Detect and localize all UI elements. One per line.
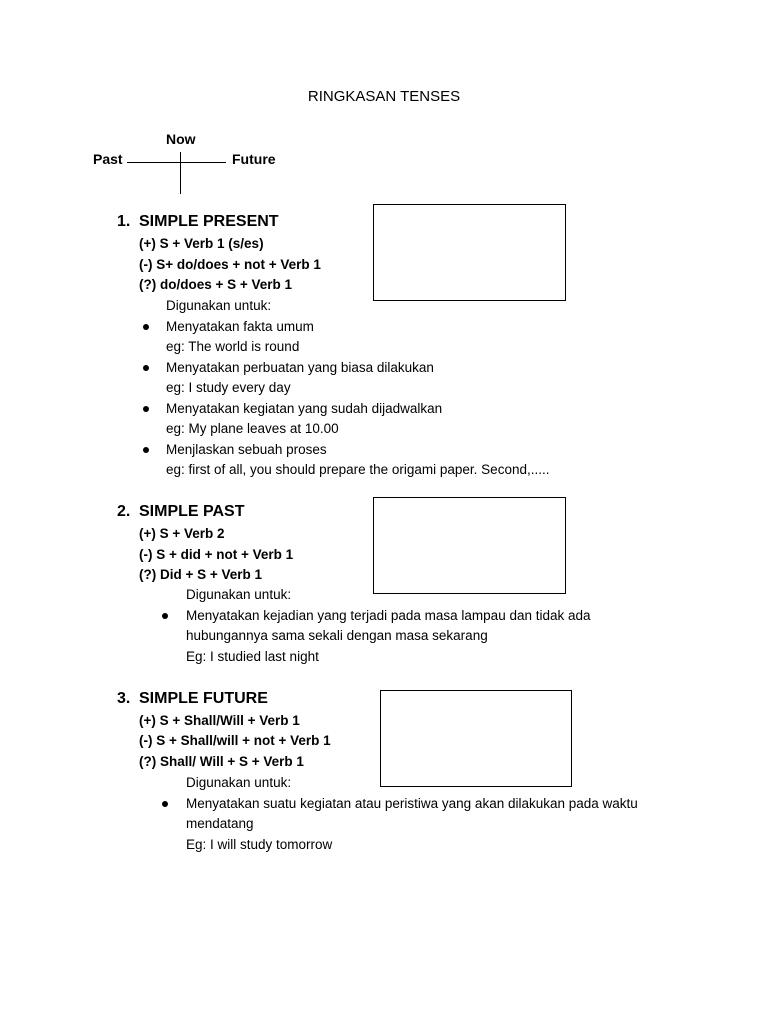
timeline-future-label: Future (232, 151, 276, 167)
timeline-axis (127, 162, 226, 163)
illustration-box (380, 690, 572, 787)
bullet-icon (162, 801, 168, 807)
formula-negative: (-) S+ do/does + not + Verb 1 (139, 257, 321, 272)
page-title: RINGKASAN TENSES (307, 88, 461, 105)
usage-label: Digunakan untuk: (186, 587, 292, 602)
formula-positive: (+) S + Verb 1 (s/es) (139, 236, 264, 251)
bullet-example: Eg: I studied last night (186, 649, 319, 664)
bullet-icon (143, 406, 149, 412)
bullet-text: Menyatakan kegiatan yang sudah dijadwalkan (166, 401, 443, 416)
bullet-icon (143, 324, 149, 330)
bullet-example: eg: first of all, you should prepare the origami paper. Second,..... (166, 462, 550, 477)
illustration-box (373, 497, 566, 594)
section-title: SIMPLE PAST (139, 503, 245, 520)
timeline-now-label: Now (166, 131, 196, 147)
section-number: 3. (117, 690, 131, 707)
formula-negative: (-) S + Shall/will + not + Verb 1 (139, 733, 331, 748)
bullet-icon (143, 365, 149, 371)
section-number: 1. (117, 213, 131, 230)
bullet-icon (143, 447, 149, 453)
bullet-example: Eg: I will study tomorrow (186, 837, 333, 852)
usage-label: Digunakan untuk: (186, 775, 292, 790)
bullet-text: Menyatakan kejadian yang terjadi pada masa lampau dan tidak ada hubungannya sama sekali dengan masa sekarang (186, 608, 591, 643)
formula-positive: (+) S + Shall/Will + Verb 1 (139, 713, 300, 728)
bullet-text: Menyatakan perbuatan yang biasa dilakukan (166, 360, 434, 375)
formula-positive: (+) S + Verb 2 (139, 526, 225, 541)
bullet-example: eg: I study every day (166, 380, 291, 395)
bullet-example: eg: My plane leaves at 10.00 (166, 421, 339, 436)
bullet-text: Menyatakan fakta umum (166, 319, 314, 334)
section-title: SIMPLE FUTURE (139, 690, 268, 707)
bullet-text: Menjlaskan sebuah proses (166, 442, 327, 457)
formula-negative: (-) S + did + not + Verb 1 (139, 547, 294, 562)
formula-question: (?) Did + S + Verb 1 (139, 567, 263, 582)
timeline-past-label: Past (93, 151, 123, 167)
section-number: 2. (117, 503, 131, 520)
usage-label: Digunakan untuk: (166, 298, 272, 313)
bullet-icon (162, 613, 168, 619)
formula-question: (?) do/does + S + Verb 1 (139, 277, 293, 292)
bullet-example: eg: The world is round (166, 339, 300, 354)
timeline-now-marker (180, 152, 181, 194)
illustration-box (373, 204, 566, 301)
section-title: SIMPLE PRESENT (139, 213, 279, 230)
bullet-text: Menyatakan suatu kegiatan atau peristiwa yang akan dilakukan pada waktu mendatang (186, 796, 638, 831)
formula-question: (?) Shall/ Will + S + Verb 1 (139, 754, 304, 769)
